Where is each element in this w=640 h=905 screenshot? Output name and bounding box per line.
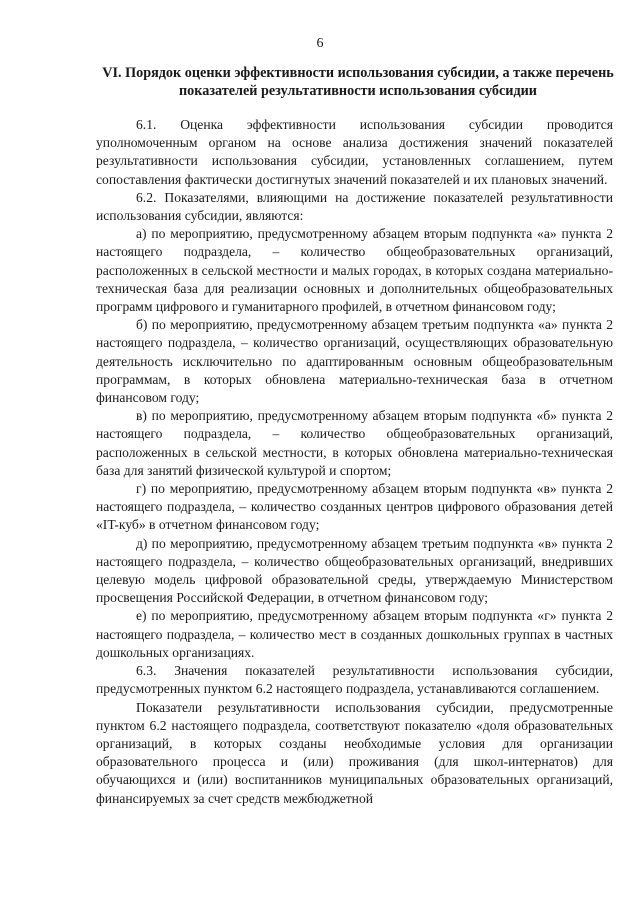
section-heading: VI. Порядок оценки эффективности использования субсидии, а также перечень показателей результативности использования субсидии xyxy=(102,65,614,99)
list-item-a: а) по мероприятию, предусмотренному абзацем вторым подпункта «а» пункта 2 настоящего подраздела, – количество общеобразовательных организаций, расположенных в сельской местности и малых городах, в которых создана материально-техническая база для реализации основных и дополнительных общеобразовательных программ цифрового и гуманитарного профилей, в отчетном финансовом году; xyxy=(96,226,613,315)
list-item-e: е) по мероприятию, предусмотренному абзацем вторым подпункта «г» пункта 2 настоящего подраздела, – количество мест в созданных дошкольных группах в частных дошкольных организациях. xyxy=(96,608,613,660)
page-number: 6 xyxy=(316,36,324,51)
list-item-b: б) по мероприятию, предусмотренному абзацем третьим подпункта «а» пункта 2 настоящего подраздела, – количество организаций, осуществляющих образовательную деятельность исключительно по адаптированным основным общеобразовательным программам, в которых обновлена материально-техническая база в отчетном финансовом году; xyxy=(96,317,613,406)
paragraph-6-2: 6.2. Показателями, влияющими на достижение показателей результативности использования субсидии, являются: xyxy=(96,189,613,224)
list-item-d: д) по мероприятию, предусмотренному абзацем третьим подпункта «в» пункта 2 настоящего подраздела, – количество общеобразовательных организаций, внедривших целевую модель цифровой образовательной среды, утверждаемую Министерством просвещения Российской Федерации, в отчетном финансовом году; xyxy=(96,535,613,606)
paragraph-indicators: Показатели результативности использования субсидии, предусмотренные пунктом 6.2 настоящего подраздела, соответствуют показателю «доля образовательных организаций, в которых созданы необходимые условия для организации образовательного процесса и (или) проживания (для школ-интернатов) для обучающихся и (или) воспитанников муниципальных образовательных организаций, финансируемых за счет средств межбюджетной xyxy=(96,699,613,806)
list-item-g: г) по мероприятию, предусмотренному абзацем вторым подпункта «в» пункта 2 настоящего подраздела, – количество созданных центров цифрового образования детей «IT-куб» в отчетном финансовом году; xyxy=(96,481,613,533)
document-body xyxy=(96,116,613,808)
paragraph-6-3: 6.3. Значения показателей результативности использования субсидии, предусмотренных пунктом 6.2 настоящего подраздела, устанавливаются соглашением. xyxy=(96,663,613,697)
paragraph-6-1: 6.1. Оценка эффективности использования субсидии проводится уполномоченным органом на основе анализа достижения значений показателей результативности использования субсидии, установленных соглашением, путем сопоставления фактически достигнутых значений показателей и их плановых значений. xyxy=(96,117,613,187)
list-item-v: в) по мероприятию, предусмотренному абзацем вторым подпункта «б» пункта 2 настоящего подраздела, – количество общеобразовательных организаций, расположенных в сельской местности, в которых обновлена материально-техническая база для занятий физической культурой и спортом; xyxy=(96,408,613,478)
